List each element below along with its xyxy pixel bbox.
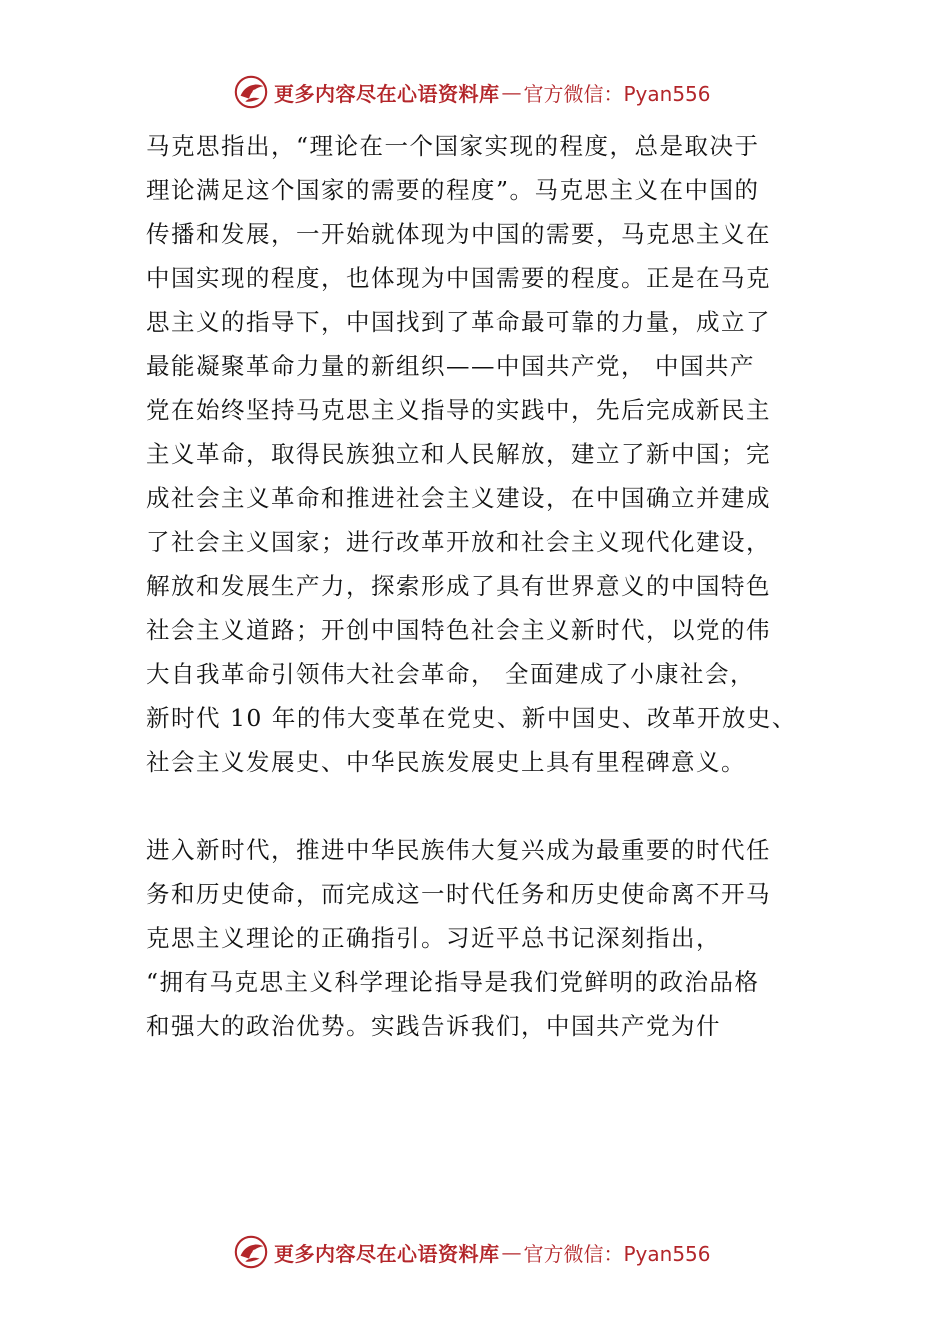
stylized-heart-flame-logo bbox=[232, 73, 270, 111]
text-line: 新时代 10 年的伟大变革在党史、新中国史、改革开放史、 bbox=[146, 704, 797, 732]
footer-watermark-text: 更多内容尽在心语资料库 bbox=[274, 1241, 500, 1266]
text-line: 社会主义发展史、中华民族发展史上具有里程碑意义。 bbox=[146, 748, 746, 776]
document-body bbox=[146, 124, 846, 1048]
header-watermark-separator: — bbox=[501, 80, 522, 104]
paragraph-1 bbox=[146, 124, 846, 784]
text-line: “拥有马克思主义科学理论指导是我们党鲜明的政治品格 bbox=[146, 968, 760, 996]
text-line: 最能凝聚革命力量的新组织——中国共产党， 中国共产 bbox=[146, 352, 755, 380]
header-watermark bbox=[232, 72, 711, 112]
text-line: 进入新时代，推进中华民族伟大复兴成为最重要的时代任 bbox=[146, 836, 771, 864]
text-line: 解放和发展生产力，探索形成了具有世界意义的中国特色 bbox=[146, 572, 771, 600]
text-line: 克思主义理论的正确指引。习近平总书记深刻指出， bbox=[146, 924, 721, 952]
text-line: 大自我革命引领伟大社会革命， 全面建成了小康社会， bbox=[146, 660, 755, 688]
paragraph-2 bbox=[146, 828, 846, 1048]
text-line: 马克思指出，“理论在一个国家实现的程度，总是取决于 bbox=[146, 132, 760, 160]
text-line: 中国实现的程度，也体现为中国需要的程度。正是在马克 bbox=[146, 264, 771, 292]
text-line: 思主义的指导下，中国找到了革命最可靠的力量，成立了 bbox=[146, 308, 771, 336]
text-line: 务和历史使命，而完成这一时代任务和历史使命离不开马 bbox=[146, 880, 771, 908]
text-line: 成社会主义革命和推进社会主义建设，在中国确立并建成 bbox=[146, 484, 771, 512]
header-watermark-text: 更多内容尽在心语资料库 bbox=[274, 81, 500, 106]
footer-watermark-separator: — bbox=[501, 1240, 522, 1264]
text-line: 理论满足这个国家的需要的程度”。马克思主义在中国的 bbox=[146, 176, 760, 204]
stylized-heart-flame-logo bbox=[232, 1233, 270, 1271]
text-line: 了社会主义国家；进行改革开放和社会主义现代化建设， bbox=[146, 528, 771, 556]
text-line: 主义革命，取得民族独立和人民解放，建立了新中国；完 bbox=[146, 440, 771, 468]
text-line: 党在始终坚持马克思主义指导的实践中，先后完成新民主 bbox=[146, 396, 771, 424]
text-line: 和强大的政治优势。实践告诉我们，中国共产党为什 bbox=[146, 1012, 721, 1040]
footer-watermark bbox=[232, 1232, 711, 1272]
text-line: 传播和发展，一开始就体现为中国的需要，马克思主义在 bbox=[146, 220, 771, 248]
header-watermark-suffix: 官方微信：Pyan556 bbox=[523, 81, 711, 106]
footer-watermark-suffix: 官方微信：Pyan556 bbox=[523, 1241, 711, 1266]
text-line: 社会主义道路；开创中国特色社会主义新时代，以党的伟 bbox=[146, 616, 771, 644]
